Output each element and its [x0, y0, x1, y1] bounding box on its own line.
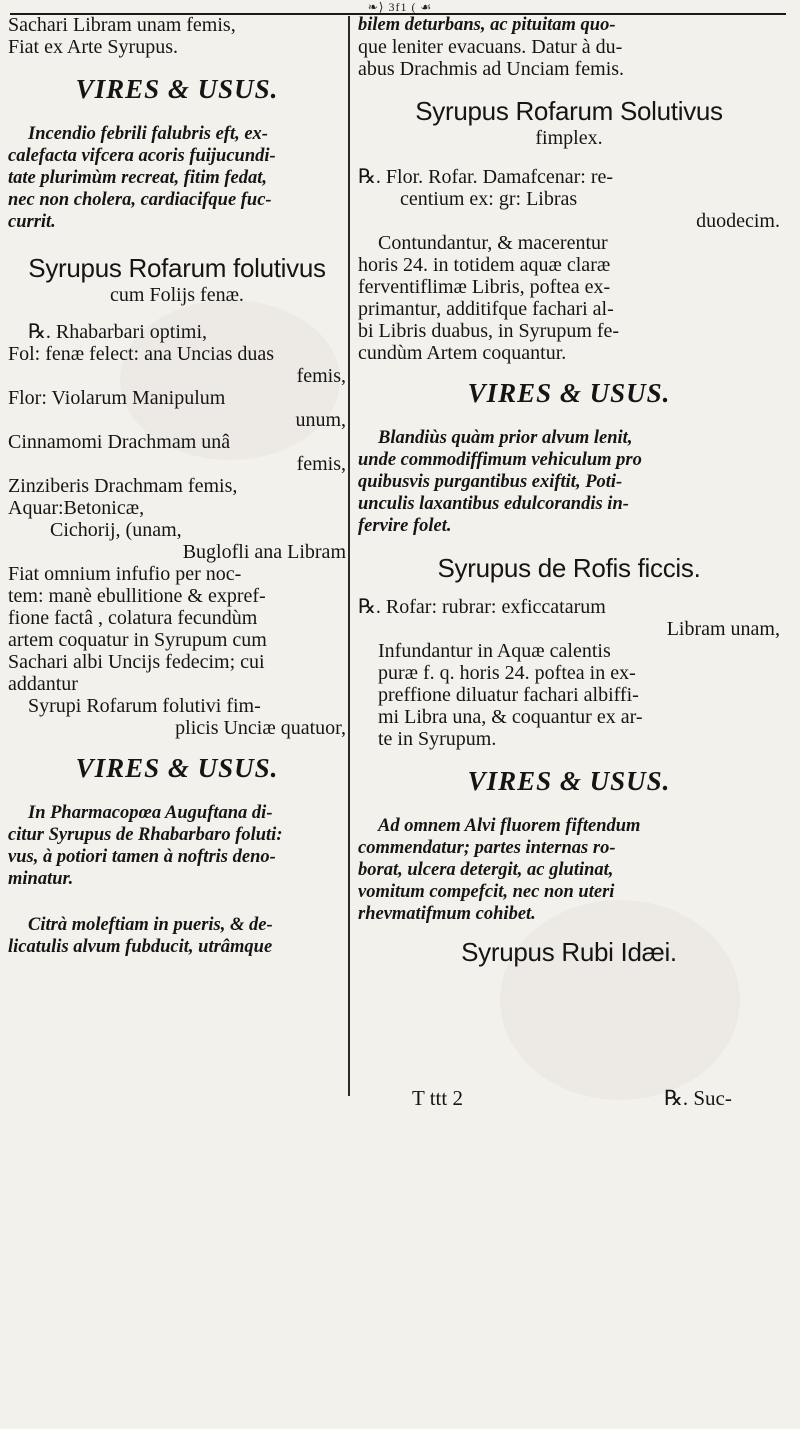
recipe-line: Fol: fenæ felect: ana Uncias duas [8, 343, 275, 365]
running-head: ❧⟩ 3f1 ( ☙ [367, 0, 433, 14]
recipe-line: addantur [8, 673, 78, 695]
recipe-title: Syrupus de Rofis ficcis. [437, 553, 701, 583]
column-divider [348, 16, 350, 1096]
usus-paragraph [8, 914, 346, 958]
text-line: licatulis alvum fubducit, utrâmque [8, 937, 273, 957]
left-column [8, 14, 346, 958]
text-line: citur Syrupus de Rhabarbaro foluti: [8, 825, 283, 845]
recipe-line: femis, [296, 453, 346, 475]
recipe-subtitle: fimplex. [535, 127, 603, 149]
text-line: Sachari Libram unam femis, [8, 14, 236, 36]
recipe-line: Cinnamomi Drachmam unâ [8, 431, 231, 453]
recipe-line: primantur, additifque fachari al- [358, 298, 614, 320]
recipe-title: Syrupus Rofarum folutivus [28, 253, 326, 283]
recipe-line: fione factâ , colatura fecundùm [8, 607, 258, 629]
text-line: quibusvis purgantibus exiftit, Poti- [358, 472, 623, 492]
recipe-line: duodecim. [696, 210, 780, 232]
recipe-line: preffione diluatur fachari albiffi- [378, 684, 639, 706]
recipe-line: Libram unam, [666, 618, 780, 640]
section-heading: VIRES & USUS. [467, 378, 671, 408]
section-heading: VIRES & USUS. [75, 74, 279, 104]
recipe-line: mi Libra una, & coquantur ex ar- [378, 706, 643, 728]
text-line: fervire folet. [358, 516, 452, 536]
recipe-line: te in Syrupum. [378, 728, 497, 750]
recipe-line: puræ f. q. horis 24. poftea in ex- [378, 662, 636, 684]
text-line: abus Drachmis ad Unciam femis. [358, 58, 625, 80]
text-line: borat, ulcera detergit, ac glutinat, [358, 860, 614, 880]
usus-paragraph [8, 123, 346, 233]
recipe-line: centium ex: gr: Libras [400, 188, 578, 210]
recipe-line: ℞. Rofar: rubrar: exficcatarum [358, 596, 606, 618]
usus-paragraph [8, 802, 346, 890]
recipe-line: horis 24. in totidem aquæ claræ [358, 254, 611, 276]
recipe-line: Infundantur in Aquæ calentis [378, 640, 611, 662]
text-line: Citrà moleftiam in pueris, & de- [28, 915, 273, 935]
recipe-title: Syrupus Rofarum Solutivus [415, 96, 723, 126]
recipe-line: ℞. Rhabarbari optimi, [28, 321, 208, 343]
text-line: currit. [8, 212, 56, 232]
usus-paragraph [358, 815, 780, 925]
text-line: Ad omnem Alvi fluorem fiftendum [378, 816, 641, 836]
recipe-line: ferventiflimæ Libris, poftea ex- [358, 276, 611, 298]
recipe-line: cundùm Artem coquantur. [358, 342, 567, 364]
text-line: vomitum compefcit, nec non uteri [358, 882, 615, 902]
recipe-line: Syrupi Rofarum folutivi fim- [28, 695, 261, 717]
text-line: Fiat ex Arte Syrupus. [8, 36, 178, 58]
recipe-list [8, 321, 346, 739]
recipe-list [358, 166, 780, 364]
recipe-line: Buglofli ana Libram [182, 541, 346, 563]
text-line: unculis laxantibus edulcorandis in- [358, 494, 629, 514]
text-line: unde commodiffimum vehiculum pro [358, 450, 642, 470]
recipe-line: tem: manè ebullitione & expref- [8, 585, 266, 607]
recipe-line: Fiat omnium infufio per noc- [8, 563, 242, 585]
recipe-line: unum, [295, 409, 346, 431]
text-line: Incendio febrili falubris eft, ex- [28, 124, 268, 144]
recipe-title: Syrupus Rubi Idæi. [461, 937, 677, 967]
text-line: minatur. [8, 869, 74, 889]
text-line: commendatur; partes internas ro- [358, 838, 616, 858]
text-line: que leniter evacuans. Datur à du- [358, 36, 623, 58]
text-line: nec non cholera, cardiacifque fuc- [8, 190, 272, 210]
usus-paragraph [358, 427, 780, 537]
recipe-list [358, 596, 780, 750]
recipe-line: Zinziberis Drachmam femis, [8, 475, 238, 497]
signature-mark: T ttt 2 [412, 1086, 463, 1110]
section-heading: VIRES & USUS. [467, 766, 671, 796]
recipe-subtitle: cum Folijs fenæ. [110, 284, 244, 306]
text-line: Blandiùs quàm prior alvum lenit, [378, 428, 633, 448]
recipe-line: Sachari albi Uncijs fedecim; cui [8, 651, 265, 673]
recipe-line: artem coquatur in Syrupum cum [8, 629, 267, 651]
text-line: tate plurimùm recreat, fitim fedat, [8, 168, 267, 188]
text-line: In Pharmacopœa Auguftana di- [28, 803, 273, 823]
text-line: bilem deturbans, ac pituitam quo- [358, 15, 616, 35]
recipe-line: Aquar:Betonicæ, [8, 497, 145, 519]
recipe-line: Flor: Violarum Manipulum [8, 387, 226, 409]
catchword: ℞. Suc- [664, 1086, 732, 1110]
text-line: rhevmatifmum cohibet. [358, 904, 536, 924]
recipe-line: ℞. Flor. Rofar. Damafcenar: re- [358, 166, 614, 188]
section-heading: VIRES & USUS. [75, 753, 279, 783]
recipe-line: plicis Unciæ quatuor, [175, 717, 346, 739]
right-column [358, 14, 780, 968]
recipe-line: Contundantur, & macerentur [378, 232, 608, 254]
recipe-line: Cichorij, (unam, [50, 519, 182, 541]
text-line: vus, à potiori tamen à noftris deno- [8, 847, 276, 867]
recipe-line: bi Libris duabus, in Syrupum fe- [358, 320, 620, 342]
text-line: calefacta vifcera acoris fuijucundi- [8, 146, 276, 166]
recipe-line: femis, [296, 365, 346, 387]
